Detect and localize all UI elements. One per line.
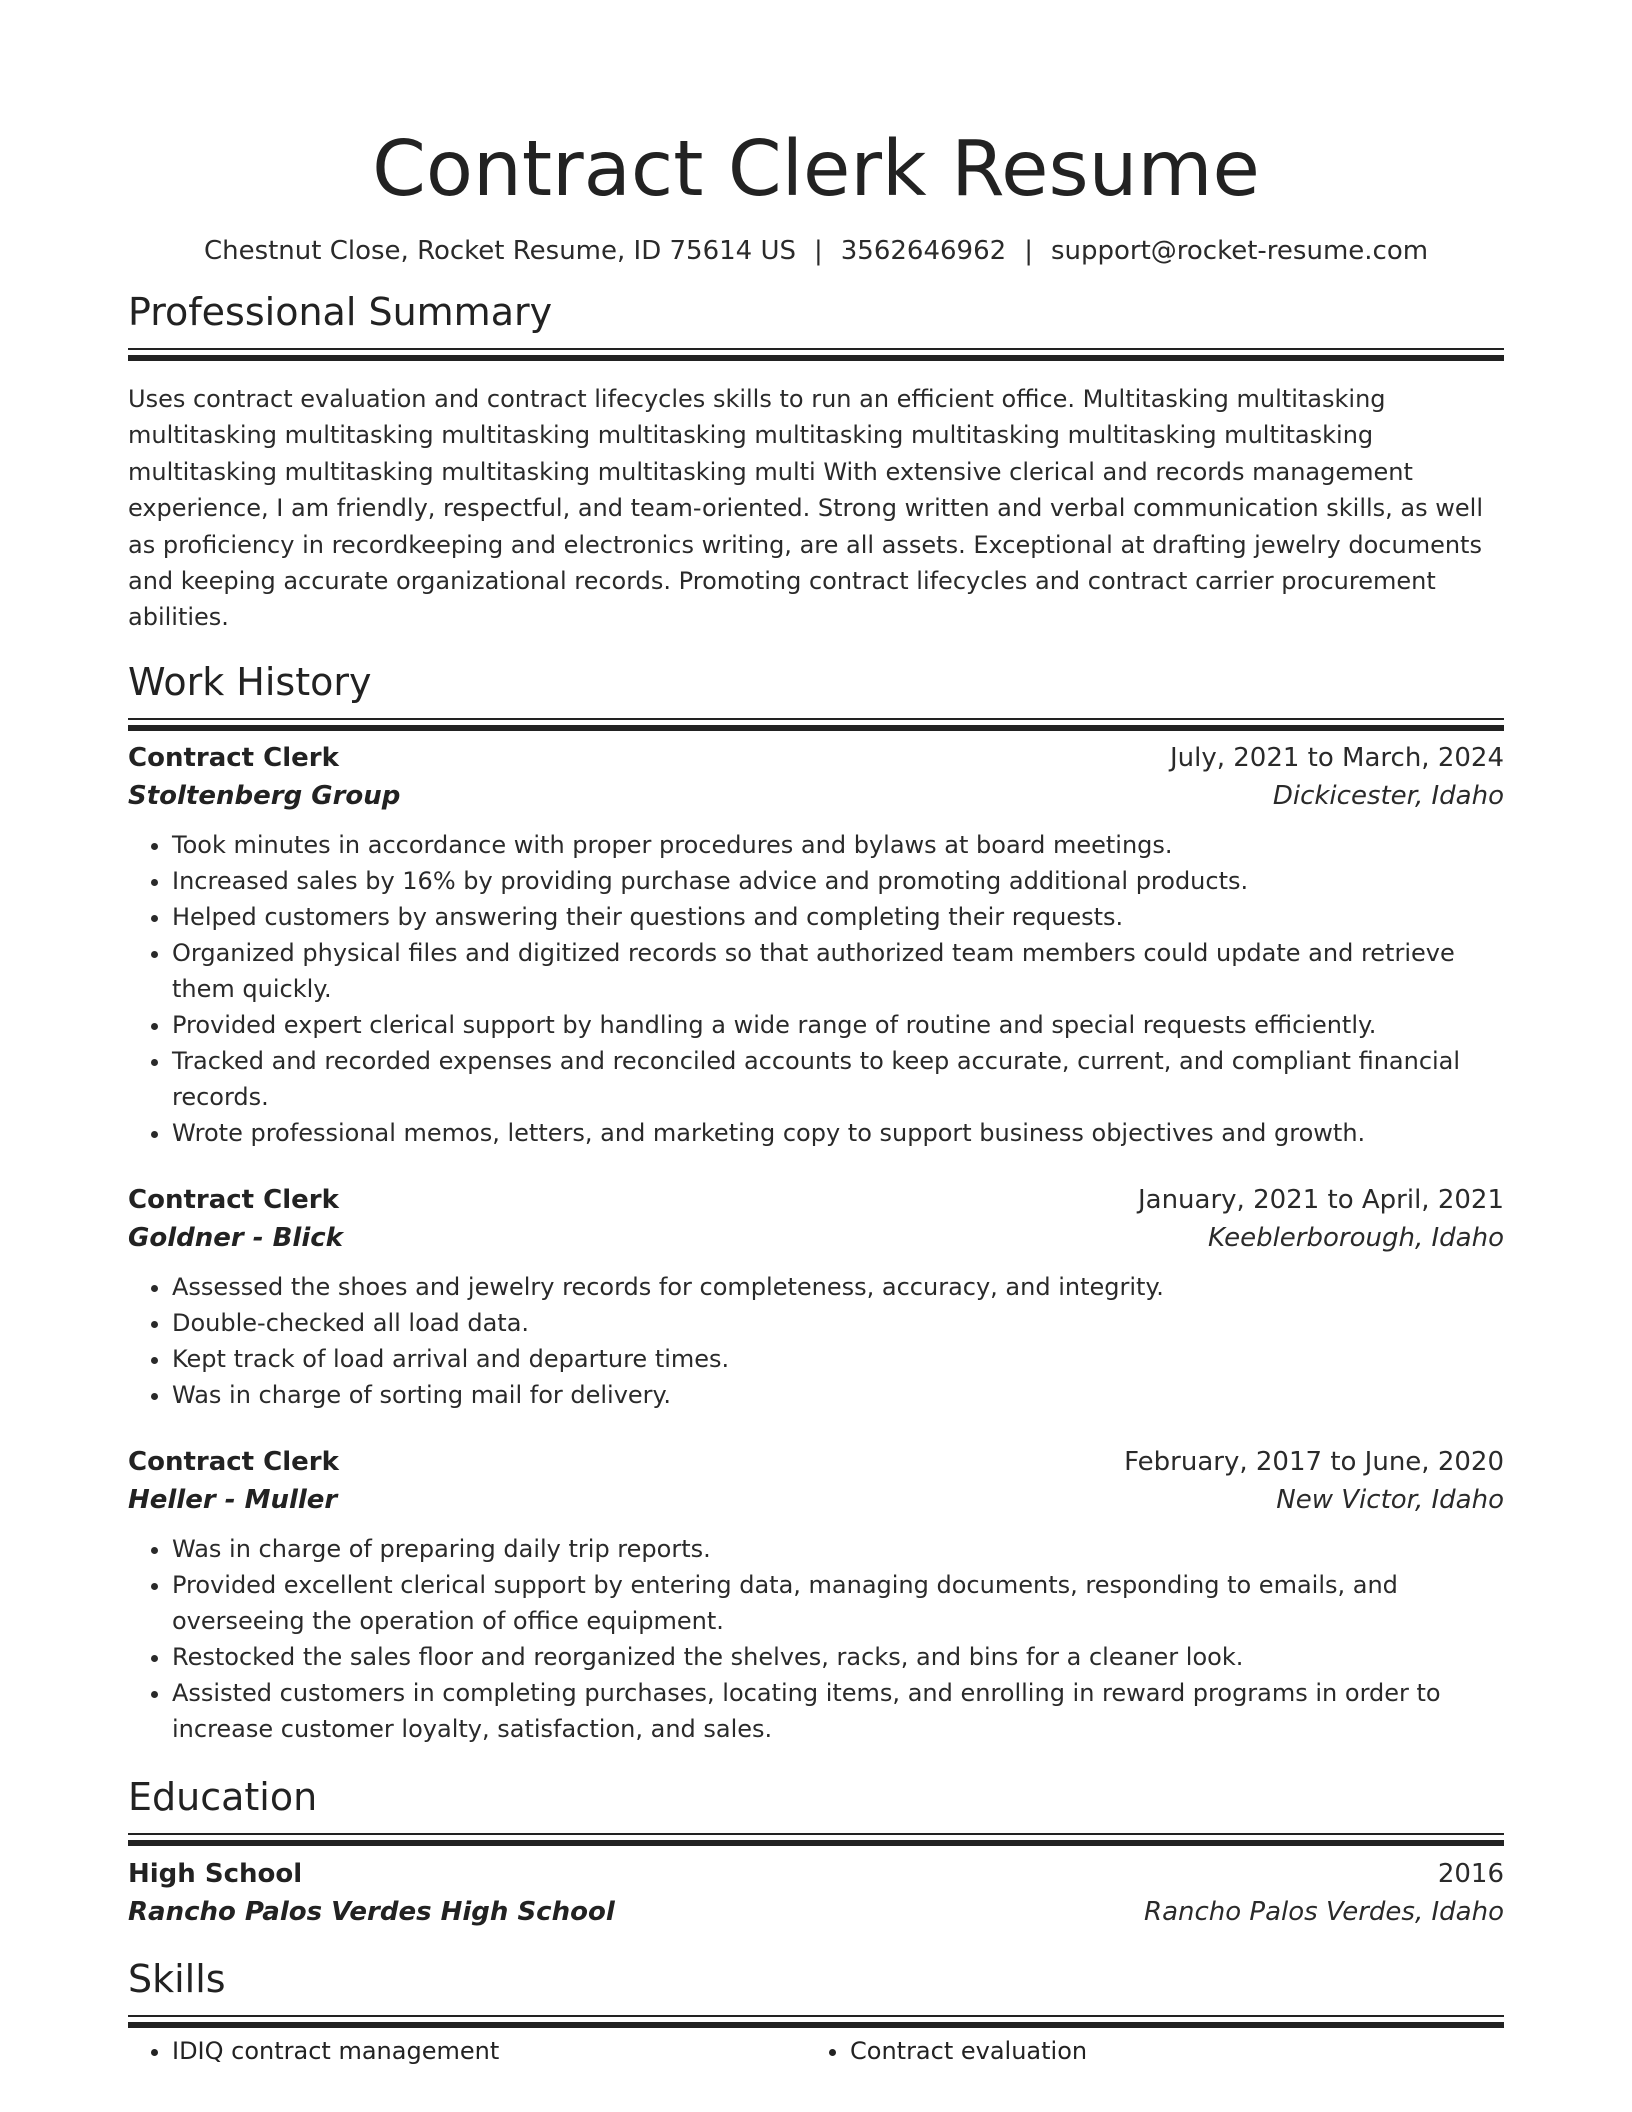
contact-email: support@rocket-resume.com [1050,236,1429,266]
job-title: Contract Clerk [128,742,339,773]
job-bullet: • Organized physical files and digitized records so that authorized team members could update and retrieve them quickly. [172,935,1504,1007]
job-bullet: • Double-checked all load data. [172,1305,1504,1341]
work-history-heading: Work History [128,659,372,704]
education-entry [128,1855,1504,1931]
job-company: Stoltenberg Group [128,780,401,811]
summary-text: Uses contract evaluation and contract lifecycles skills to run an efficient office. Multitasking multitasking multitasking multitasking multitasking multitasking multitasking multitasking multitasking multitasking multitasking multitasking multitasking multitasking multi With extensive clerical and records management experience, I am friendly, respectful, and team-oriented. Strong written and verbal communication skills, as well as proficiency in recordkeeping and electronics writing, are all assets. Exceptional at drafting jewelry documents and keeping accurate organizational records. Promoting contract lifecycles and contract carrier procurement abilities. [128,385,1483,632]
education-location: Rancho Palos Verdes, Idaho [1144,1896,1504,1927]
job-bullet: • Provided expert clerical support by handling a wide range of routine and special requests efficiently. [172,1007,1504,1043]
job-dates: July, 2021 to March, 2024 [1169,742,1504,773]
job-bullet: • Increased sales by 16% by providing purchase advice and promoting additional products. [172,863,1504,899]
job-company-row [128,777,1504,815]
skills-right-column [806,2033,1484,2069]
section-divider [128,2015,1504,2017]
job-bullet: • Provided excellent clerical support by entering data, managing documents, responding to emails, and overseeing the operation of office equipment. [172,1567,1504,1639]
job-bullets [128,1269,1504,1413]
job-company: Heller - Muller [128,1484,338,1515]
job-header-row [128,1443,1504,1481]
resume-page [128,0,1504,2069]
job-title: Contract Clerk [128,1184,339,1215]
job-company-row [128,1481,1504,1519]
job-location: Dickicester, Idaho [1272,780,1504,811]
job-title: Contract Clerk [128,1446,339,1477]
summary-heading: Professional Summary [128,290,553,334]
contact-separator: | [814,236,823,266]
job-bullet: • Helped customers by answering their questions and completing their requests. [172,899,1504,935]
job-bullet: • Kept track of load arrival and departure times. [172,1341,1504,1377]
work-history-section [128,658,1504,1747]
job-dates: February, 2017 to June, 2020 [1124,1446,1504,1477]
section-divider [128,1833,1504,1835]
job-company: Goldner - Blick [128,1222,343,1253]
skills-left-column [128,2033,806,2069]
contact-address: Chestnut Close, Rocket Resume, ID 75614 US [203,236,796,266]
job-bullet: • Wrote professional memos, letters, and marketing copy to support business objectives and growth. [172,1115,1504,1151]
job-header-row [128,739,1504,777]
education-school-row [128,1893,1504,1931]
job-bullets [128,1531,1504,1747]
summary-section [128,288,1504,636]
job-bullet: • Took minutes in accordance with proper procedures and bylaws at board meetings. [172,827,1504,863]
education-section [128,1773,1504,1931]
contact-separator: | [1024,236,1033,266]
resume-title: Contract Clerk Resume [372,125,1260,214]
job-entry [128,739,1504,1151]
skills-section [128,1955,1504,2069]
education-year: 2016 [1437,1858,1504,1889]
job-bullet: • Was in charge of preparing daily trip reports. [172,1531,1504,1567]
job-dates: January, 2021 to April, 2021 [1137,1184,1504,1215]
job-header-row [128,1181,1504,1219]
contact-phone: 3562646962 [840,236,1007,266]
skills-heading: Skills [128,1956,226,2001]
education-heading: Education [128,1774,318,1819]
job-location: Keeblerborough, Idaho [1207,1222,1504,1253]
skill-item: • IDIQ contract management [172,2033,806,2069]
job-location: New Victor, Idaho [1276,1484,1504,1515]
job-entry [128,1443,1504,1747]
job-company-row [128,1219,1504,1257]
section-divider [128,348,1504,350]
job-bullet: • Assisted customers in completing purchases, locating items, and enrolling in reward programs in order to increase customer loyalty, satisfaction, and sales. [172,1675,1504,1747]
section-divider [128,718,1504,720]
job-bullet: • Restocked the sales floor and reorganized the shelves, racks, and bins for a cleaner look. [172,1639,1504,1675]
job-bullet: • Was in charge of sorting mail for delivery. [172,1377,1504,1413]
education-header-row [128,1855,1504,1893]
skills-columns [128,2033,1504,2069]
skill-item: • Contract evaluation [850,2033,1484,2069]
contact-line [128,234,1504,268]
job-bullet: • Tracked and recorded expenses and reconciled accounts to keep accurate, current, and compliant financial records. [172,1043,1504,1115]
job-bullet: • Assessed the shoes and jewelry records for completeness, accuracy, and integrity. [172,1269,1504,1305]
education-school: Rancho Palos Verdes High School [128,1896,615,1927]
education-degree: High School [128,1858,303,1889]
job-bullets [128,827,1504,1151]
job-entry [128,1181,1504,1413]
